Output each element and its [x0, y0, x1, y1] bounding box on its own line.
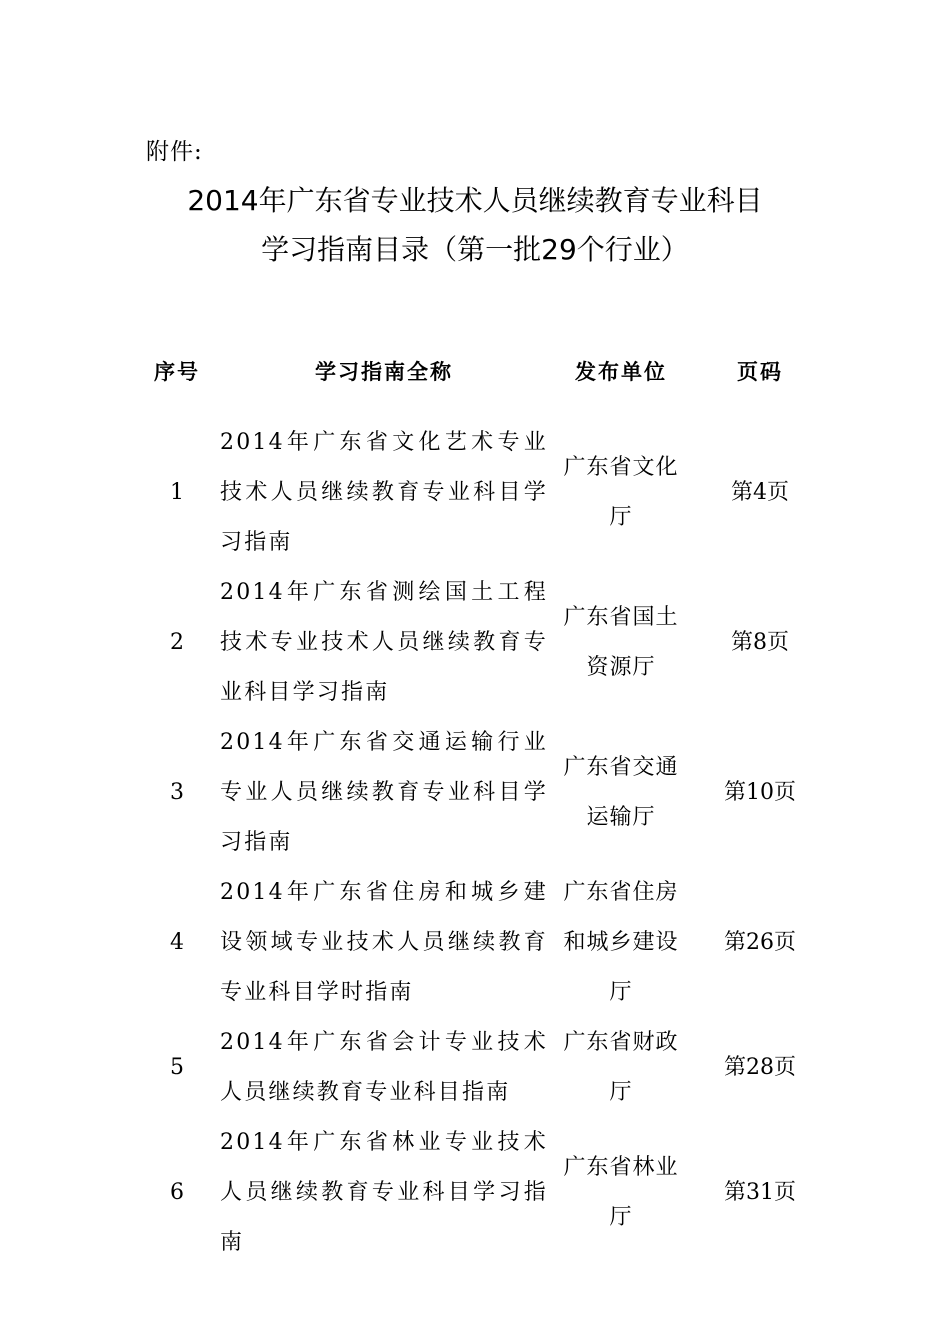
row-no: 4: [170, 930, 184, 955]
header-name: 学习指南全称: [315, 360, 453, 384]
table-row: [146, 1018, 826, 1118]
row-publisher: 广东省国土资源厅: [563, 605, 679, 680]
row-no: 2: [170, 630, 184, 655]
row-publisher: 广东省交通运输厅: [563, 755, 679, 830]
row-guide-name: 2014年广东省交通运输行业专业人员继续教育专业科目学习指南: [220, 730, 548, 855]
row-guide-name: 2014年广东省林业专业技术人员继续教育专业科目学习指南: [220, 1130, 548, 1255]
toc-table: [146, 348, 826, 1268]
row-guide-name: 2014年广东省住房和城乡建设领域专业技术人员继续教育专业科目学时指南: [220, 880, 548, 1005]
row-publisher: 广东省住房和城乡建设厅: [563, 880, 679, 1005]
table-row: [146, 418, 826, 568]
table-row: [146, 568, 826, 718]
attachment-label: 附件:: [146, 139, 203, 165]
row-guide-name: 2014年广东省会计专业技术人员继续教育专业科目指南: [220, 1030, 548, 1105]
row-page: 第28页: [724, 1055, 796, 1080]
row-publisher: 广东省文化厅: [563, 455, 679, 530]
table-row: [146, 868, 826, 1018]
header-page: 页码: [737, 360, 783, 384]
row-page: 第10页: [724, 780, 796, 805]
row-page: 第26页: [724, 930, 796, 955]
row-no: 6: [170, 1180, 184, 1205]
table-row: [146, 1118, 826, 1268]
row-guide-name: 2014年广东省文化艺术专业技术人员继续教育专业科目学习指南: [220, 430, 548, 555]
header-unit: 发布单位: [575, 360, 667, 384]
toc-header-row: [146, 348, 826, 394]
table-row: [146, 718, 826, 868]
header-no: 序号: [154, 360, 200, 384]
row-no: 3: [170, 780, 184, 805]
row-page: 第4页: [731, 480, 789, 505]
row-no: 1: [170, 480, 184, 505]
row-guide-name: 2014年广东省测绘国土工程技术专业技术人员继续教育专业科目学习指南: [220, 580, 548, 705]
row-publisher: 广东省财政厅: [563, 1030, 679, 1105]
row-page: 第8页: [731, 630, 789, 655]
document-title-line-1: 2014年广东省专业技术人员继续教育专业科目: [187, 184, 763, 217]
row-page: 第31页: [724, 1180, 796, 1205]
row-no: 5: [170, 1055, 184, 1080]
document-title-line-2: 学习指南目录（第一批29个行业）: [261, 233, 689, 266]
toc-rows: [146, 418, 826, 1268]
row-publisher: 广东省林业厅: [563, 1155, 679, 1230]
